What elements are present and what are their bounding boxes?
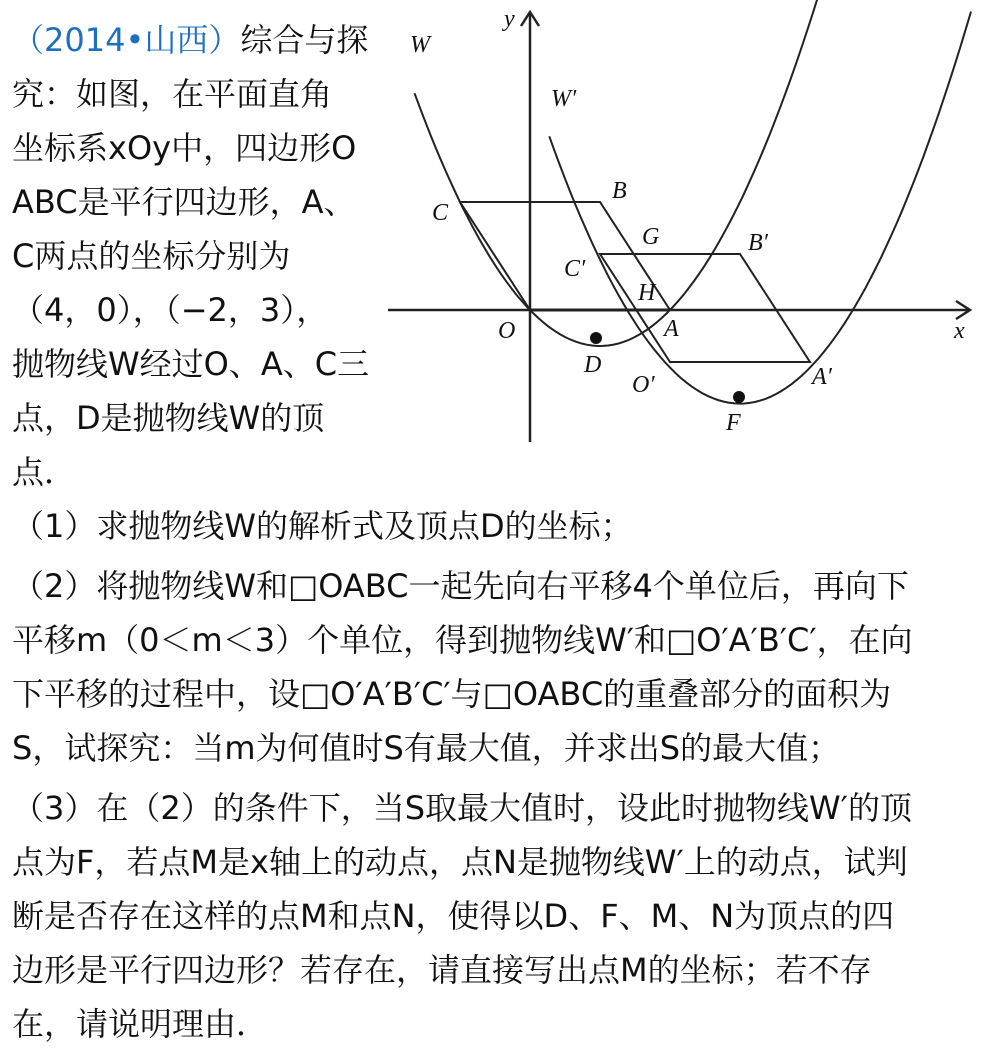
problem-line-8: 点． — [12, 453, 77, 491]
point-f — [733, 391, 745, 403]
problem-line-2: 坐标系xOy中，四边形O — [12, 129, 357, 167]
question-3-line-1: （3）在（2）的条件下，当S取最大值时，设此时抛物线W′的顶 — [12, 789, 912, 827]
problem-line-5: （4，0），（−2，3）， — [12, 291, 329, 329]
question-2-line-1: （2）将抛物线W和□OABC一起先向右平移4个单位后，再向下 — [12, 567, 909, 605]
label-c-prime: C′ — [564, 256, 586, 282]
question-3-line-4: 边形是平行四边形？若存在，请直接写出点M的坐标；若不存 — [12, 951, 872, 989]
label-g: G — [642, 224, 660, 250]
label-b: B — [612, 178, 627, 204]
label-c: C — [432, 200, 449, 226]
label-o-prime: O′ — [632, 372, 655, 398]
problem-line-7: 点，D是抛物线W的顶 — [12, 399, 325, 437]
question-1: （1）求抛物线W的解析式及顶点D的坐标； — [12, 507, 633, 545]
question-2-line-2: 平移m（0＜m＜3）个单位，得到抛物线W′和□O′A′B′C′，在向 — [12, 621, 913, 659]
label-d: D — [584, 352, 602, 378]
geometry-figure — [388, 0, 986, 450]
question-3-line-3: 断是否存在这样的点M和点N，使得以D、F、M、N为顶点的四 — [12, 897, 895, 935]
segment-oc — [460, 202, 530, 310]
problem-source: （2014•山西） — [12, 21, 241, 59]
label-o: O — [498, 318, 516, 344]
label-y: y — [504, 6, 515, 32]
question-2-line-4: S，试探究：当m为何值时S有最大值，并求出S的最大值； — [12, 729, 841, 767]
label-f: F — [726, 410, 741, 436]
problem-line-4: C两点的坐标分别为 — [12, 237, 291, 275]
parabola-w — [415, 0, 846, 346]
label-w: W — [410, 32, 430, 58]
label-a: A — [664, 316, 679, 342]
question-2-line-3: 下平移的过程中，设□O′A′B′C′与□OABC的重叠部分的面积为 — [12, 675, 892, 713]
problem-line-6: 抛物线W经过O、A、C三 — [12, 345, 370, 383]
label-a-prime: A′ — [812, 364, 832, 390]
label-w-prime: W′ — [551, 86, 577, 112]
question-3-line-5: 在，请说明理由． — [12, 1005, 269, 1043]
label-b-prime: B′ — [748, 230, 768, 256]
parallelogram-o-a-b-c-prime — [600, 254, 810, 362]
label-x: x — [954, 318, 965, 344]
problem-line-1: 究：如图，在平面直角 — [12, 75, 333, 113]
problem-line-0: （2014•山西）综合与探 — [12, 21, 369, 59]
problem-line-3: ABC是平行四边形，A、 — [12, 183, 356, 221]
label-h: H — [638, 280, 656, 306]
question-3-line-2: 点为F，若点M是x轴上的动点，点N是抛物线W′上的动点，试判 — [12, 843, 908, 881]
point-d — [590, 332, 602, 344]
